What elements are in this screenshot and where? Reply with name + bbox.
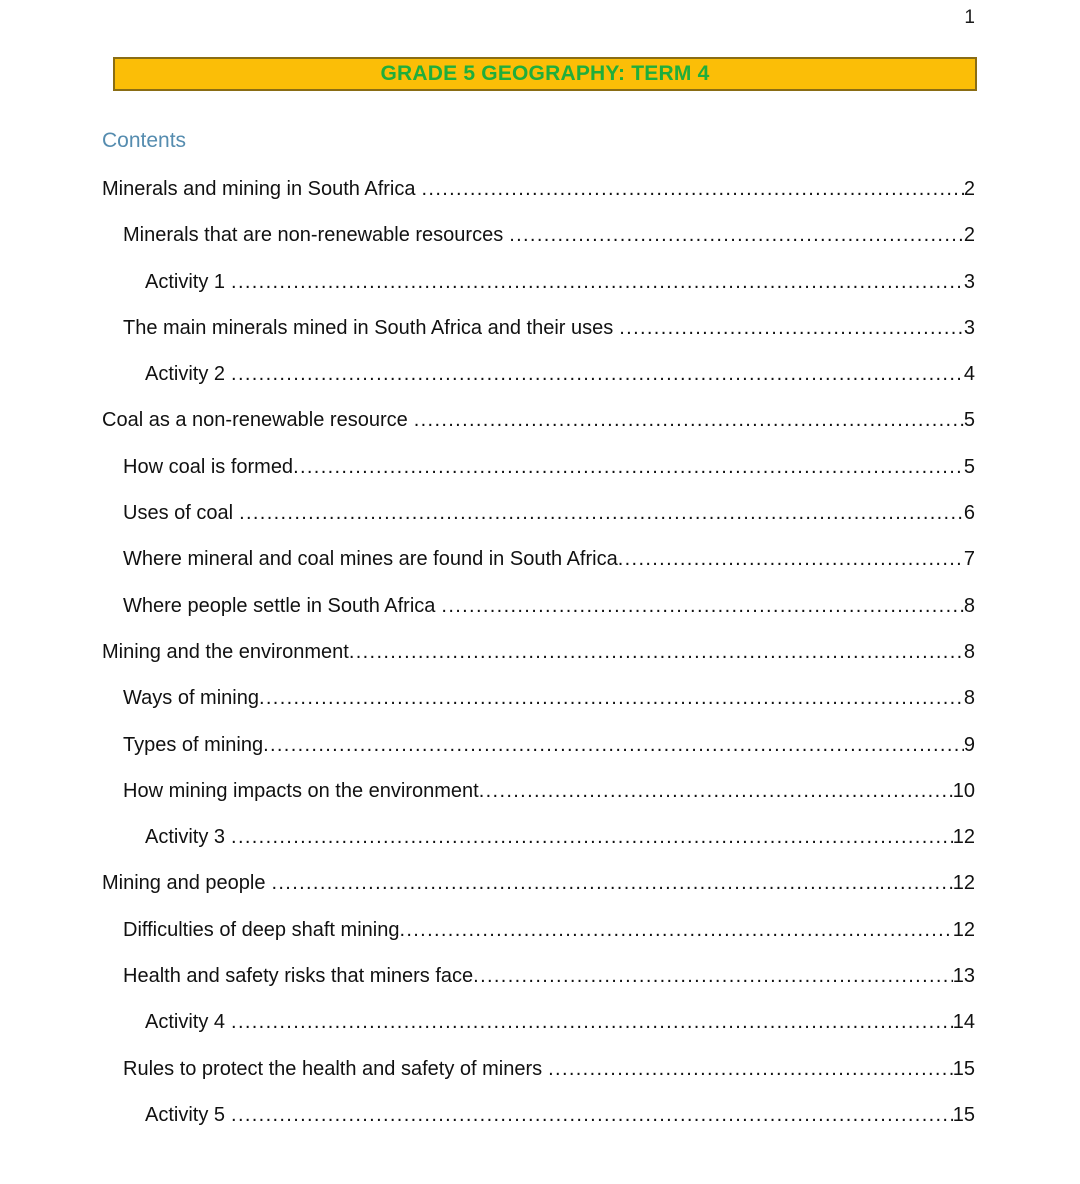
toc-entry-title: Ways of mining [123, 687, 259, 710]
toc-entry[interactable] [0, 305, 1080, 351]
toc-dot-leader [414, 397, 964, 443]
page-number: 1 [964, 7, 975, 28]
toc-dot-leader [619, 305, 964, 351]
title-banner [113, 57, 977, 91]
toc-entry[interactable] [0, 166, 1080, 212]
toc-entry-title: Mining and the environment [102, 640, 349, 663]
toc-entry[interactable] [0, 722, 1080, 768]
toc-entry-title: Difficulties of deep shaft mining [123, 918, 400, 941]
toc-entry-title: Where people settle in South Africa [123, 594, 436, 617]
toc-dot-leader [239, 490, 964, 536]
toc-dot-leader [231, 351, 964, 397]
toc-entry[interactable] [0, 444, 1080, 490]
toc-entry-page-number: 12 [952, 826, 975, 849]
toc-entry[interactable] [0, 583, 1080, 629]
toc-entry-page-number: 12 [952, 918, 975, 941]
toc-dot-leader [231, 1092, 953, 1138]
toc-dot-leader [509, 212, 964, 258]
toc-entry-page-number: 3 [963, 316, 975, 339]
toc-entry-title: Minerals and mining in South Africa [102, 178, 416, 200]
toc-entry-title: The main minerals mined in South Africa and their uses [123, 316, 614, 339]
toc-entry[interactable] [0, 490, 1080, 536]
toc-entry-page-number: 2 [963, 178, 975, 200]
toc-entry-title: Minerals that are non-renewable resources [123, 224, 504, 247]
table-of-contents [0, 166, 1080, 1138]
toc-entry-title: Coal as a non-renewable resource [102, 409, 408, 432]
toc-entry-page-number: 8 [963, 640, 975, 663]
toc-entry[interactable] [0, 814, 1080, 860]
toc-entry-page-number: 14 [952, 1011, 975, 1034]
toc-entry-page-number: 2 [963, 224, 975, 247]
toc-entry[interactable] [0, 768, 1080, 814]
toc-entry-title: Activity 3 [145, 826, 226, 849]
toc-entry-page-number: 8 [963, 687, 975, 710]
toc-entry-title: Rules to protect the health and safety of miners [123, 1057, 543, 1080]
toc-dot-leader [548, 1046, 953, 1092]
toc-entry[interactable] [0, 397, 1080, 443]
toc-dot-leader [479, 768, 953, 814]
toc-dot-leader [231, 999, 953, 1045]
toc-dot-leader [399, 907, 952, 953]
toc-entry-page-number: 9 [963, 733, 975, 756]
toc-entry[interactable] [0, 212, 1080, 258]
toc-entry[interactable] [0, 860, 1080, 906]
toc-entry-page-number: 15 [952, 1103, 975, 1126]
toc-entry-page-number: 7 [963, 548, 975, 571]
toc-entry-page-number: 15 [952, 1057, 975, 1080]
toc-entry[interactable] [0, 1092, 1080, 1138]
toc-entry-page-number: 8 [963, 594, 975, 617]
toc-entry-title: How mining impacts on the environment [123, 779, 479, 802]
toc-entry[interactable] [0, 999, 1080, 1045]
contents-heading: Contents [102, 129, 187, 152]
toc-entry-title: Where mineral and coal mines are found in South Africa [123, 548, 618, 571]
toc-entry-title: Activity 1 [145, 270, 226, 293]
toc-entry[interactable] [0, 536, 1080, 582]
toc-dot-leader [422, 166, 964, 212]
toc-entry-page-number: 4 [963, 363, 975, 386]
toc-entry-title: Mining and people [102, 872, 266, 895]
toc-dot-leader [293, 444, 964, 490]
toc-entry-title: Activity 5 [145, 1103, 226, 1126]
toc-entry-page-number: 3 [963, 270, 975, 293]
toc-entry-title: Activity 2 [145, 363, 226, 386]
toc-dot-leader [259, 675, 964, 721]
toc-entry[interactable] [0, 953, 1080, 999]
toc-dot-leader [349, 629, 964, 675]
toc-entry[interactable] [0, 351, 1080, 397]
toc-entry-title: Types of mining [123, 733, 264, 756]
toc-entry-page-number: 10 [952, 779, 975, 802]
toc-entry[interactable] [0, 1046, 1080, 1092]
toc-entry-page-number: 5 [963, 455, 975, 478]
toc-entry[interactable] [0, 259, 1080, 305]
toc-dot-leader [473, 953, 953, 999]
toc-entry-page-number: 5 [963, 409, 975, 432]
toc-entry-title: Activity 4 [145, 1011, 226, 1034]
toc-dot-leader [231, 259, 964, 305]
toc-dot-leader [441, 583, 963, 629]
toc-entry-page-number: 6 [963, 502, 975, 525]
toc-dot-leader [263, 722, 964, 768]
toc-dot-leader [271, 860, 952, 906]
toc-entry-title: How coal is formed [123, 455, 294, 478]
toc-entry[interactable] [0, 629, 1080, 675]
toc-entry-title: Uses of coal [123, 502, 234, 525]
toc-entry-title: Health and safety risks that miners face [123, 965, 474, 988]
toc-entry[interactable] [0, 675, 1080, 721]
title-banner-text: GRADE 5 GEOGRAPHY: TERM 4 [380, 62, 710, 85]
toc-entry-page-number: 13 [952, 965, 975, 988]
toc-entry[interactable] [0, 907, 1080, 953]
toc-dot-leader [618, 536, 964, 582]
toc-dot-leader [231, 814, 953, 860]
toc-entry-page-number: 12 [952, 872, 975, 895]
